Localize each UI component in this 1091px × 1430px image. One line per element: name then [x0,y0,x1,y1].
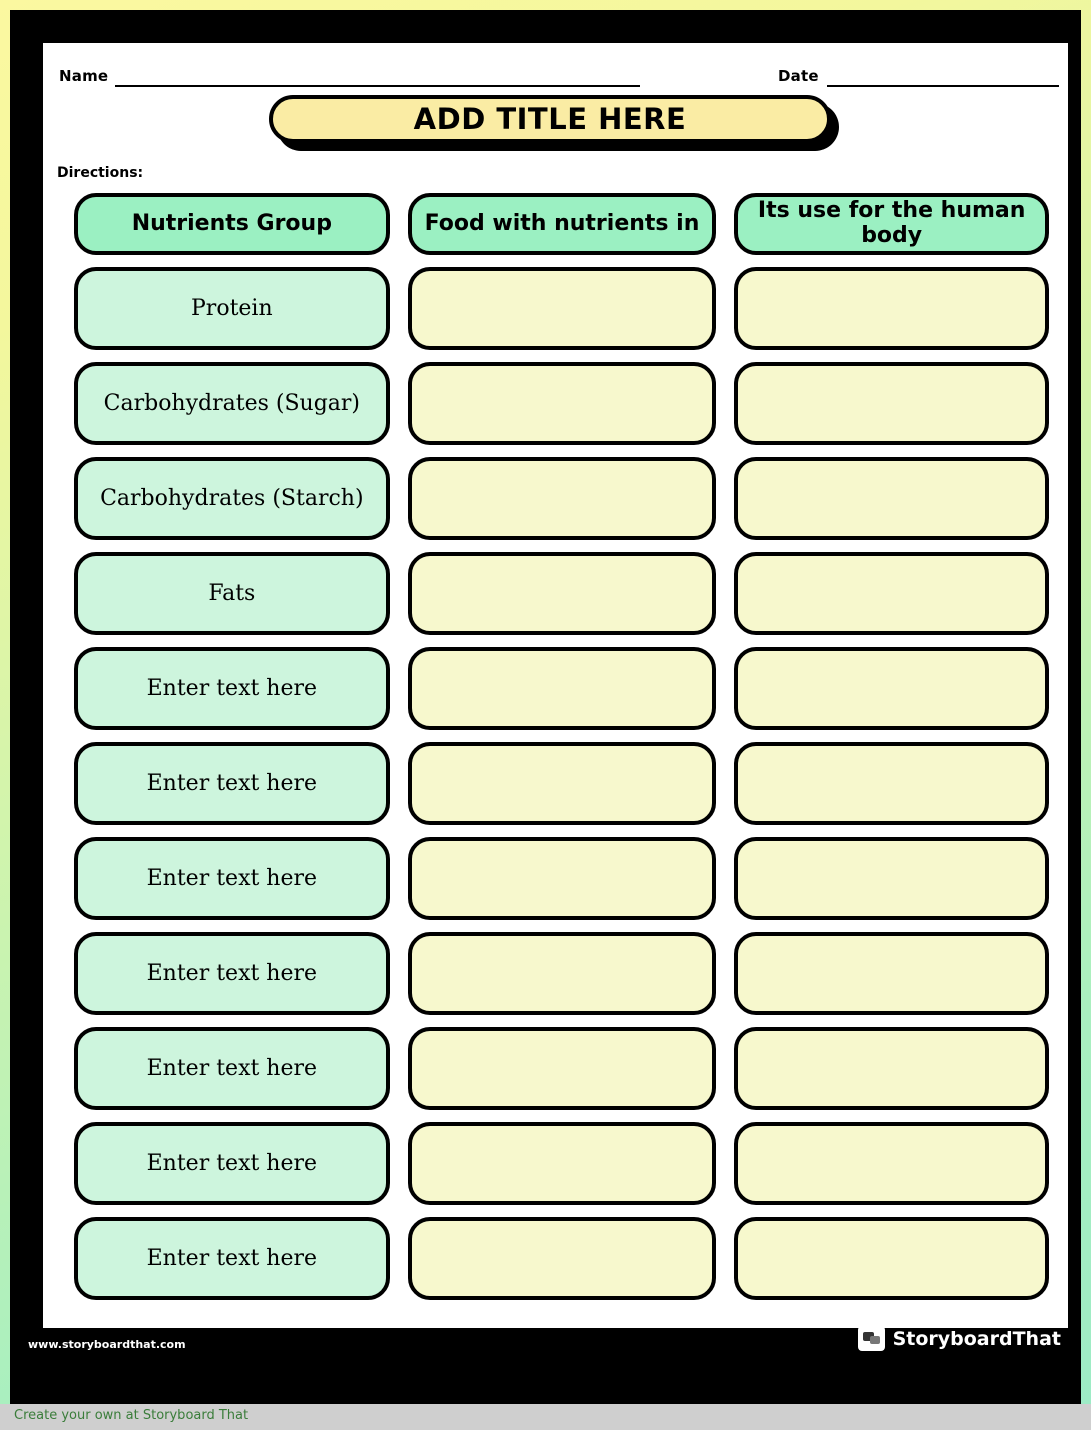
nutrient-group-cell[interactable] [74,1122,390,1205]
use-answer-cell[interactable] [734,1027,1049,1110]
table-header-row [74,193,1049,255]
use-answer-cell[interactable] [734,1122,1049,1205]
table-row [74,552,1049,635]
nutrient-group-label: Enter text here [146,865,318,891]
use-answer-cell[interactable] [734,552,1049,635]
worksheet-sheet [38,38,1073,1333]
column-header-label: Its use for the human body [757,198,1026,248]
table-row [74,457,1049,540]
nutrient-group-label: Enter text here [146,1245,318,1271]
food-answer-cell[interactable] [408,932,717,1015]
brand-name-label: StoryboardThat [892,1327,1061,1350]
nutrient-group-cell[interactable] [74,1027,390,1110]
nutrient-group-label: Enter text here [146,675,318,701]
table-row [74,837,1049,920]
bottom-status-strip [0,1404,1091,1430]
column-header-label: Food with nutrients in [424,210,700,236]
column-header-use-for-body[interactable] [734,193,1049,255]
table-row [74,267,1049,350]
bottom-strip-text: Create your own at Storyboard That [14,1408,249,1423]
table-row [74,742,1049,825]
use-answer-cell[interactable] [734,267,1049,350]
food-answer-cell[interactable] [408,647,717,730]
nutrient-group-cell[interactable] [74,552,390,635]
table-row [74,647,1049,730]
nutrient-group-cell[interactable] [74,267,390,350]
directions-label: Directions: [57,165,144,181]
storyboardthat-brand [858,1326,1061,1351]
name-input-line[interactable] [115,85,640,87]
use-answer-cell[interactable] [734,1217,1049,1300]
food-answer-cell[interactable] [408,1122,717,1205]
nutrient-group-label: Enter text here [146,770,318,796]
column-header-nutrients-group[interactable] [74,193,390,255]
use-answer-cell[interactable] [734,362,1049,445]
nutrient-group-label: Protein [191,295,273,321]
name-label: Name [59,67,109,85]
table-row [74,1027,1049,1110]
date-label: Date [778,67,819,85]
food-answer-cell[interactable] [408,837,717,920]
footer-website-url[interactable]: www.storyboardthat.com [28,1338,186,1351]
date-input-line[interactable] [827,85,1059,87]
nutrient-group-cell[interactable] [74,837,390,920]
title-pill[interactable] [269,95,831,143]
nutrient-group-cell[interactable] [74,647,390,730]
food-answer-cell[interactable] [408,267,717,350]
food-answer-cell[interactable] [408,1027,717,1110]
nutrient-group-label: Enter text here [146,1150,318,1176]
column-header-food-with-nutrients[interactable] [408,193,717,255]
nutrient-group-label: Carbohydrates (Starch) [100,485,364,511]
food-answer-cell[interactable] [408,742,717,825]
food-answer-cell[interactable] [408,552,717,635]
food-answer-cell[interactable] [408,362,717,445]
use-answer-cell[interactable] [734,742,1049,825]
nutrient-group-label: Enter text here [146,960,318,986]
nutrient-group-label: Fats [208,580,256,606]
table-row [74,362,1049,445]
use-answer-cell[interactable] [734,932,1049,1015]
nutrient-group-label: Carbohydrates (Sugar) [103,390,361,416]
nutrient-group-label: Enter text here [146,1055,318,1081]
nutrient-group-cell[interactable] [74,1217,390,1300]
title-banner[interactable] [269,95,839,151]
table-row [74,932,1049,1015]
use-answer-cell[interactable] [734,647,1049,730]
nutrient-group-cell[interactable] [74,362,390,445]
food-answer-cell[interactable] [408,1217,717,1300]
storyboard-logo-icon [858,1326,885,1351]
column-header-label: Nutrients Group [131,210,332,236]
use-answer-cell[interactable] [734,457,1049,540]
page-black-mat [10,10,1081,1420]
table-row [74,1217,1049,1300]
header-fields [43,61,1068,95]
food-answer-cell[interactable] [408,457,717,540]
nutrient-group-cell[interactable] [74,742,390,825]
nutrient-group-cell[interactable] [74,932,390,1015]
nutrient-group-cell[interactable] [74,457,390,540]
table-row [74,1122,1049,1205]
nutrients-table [74,193,1049,1312]
title-text: ADD TITLE HERE [413,102,687,136]
use-answer-cell[interactable] [734,837,1049,920]
